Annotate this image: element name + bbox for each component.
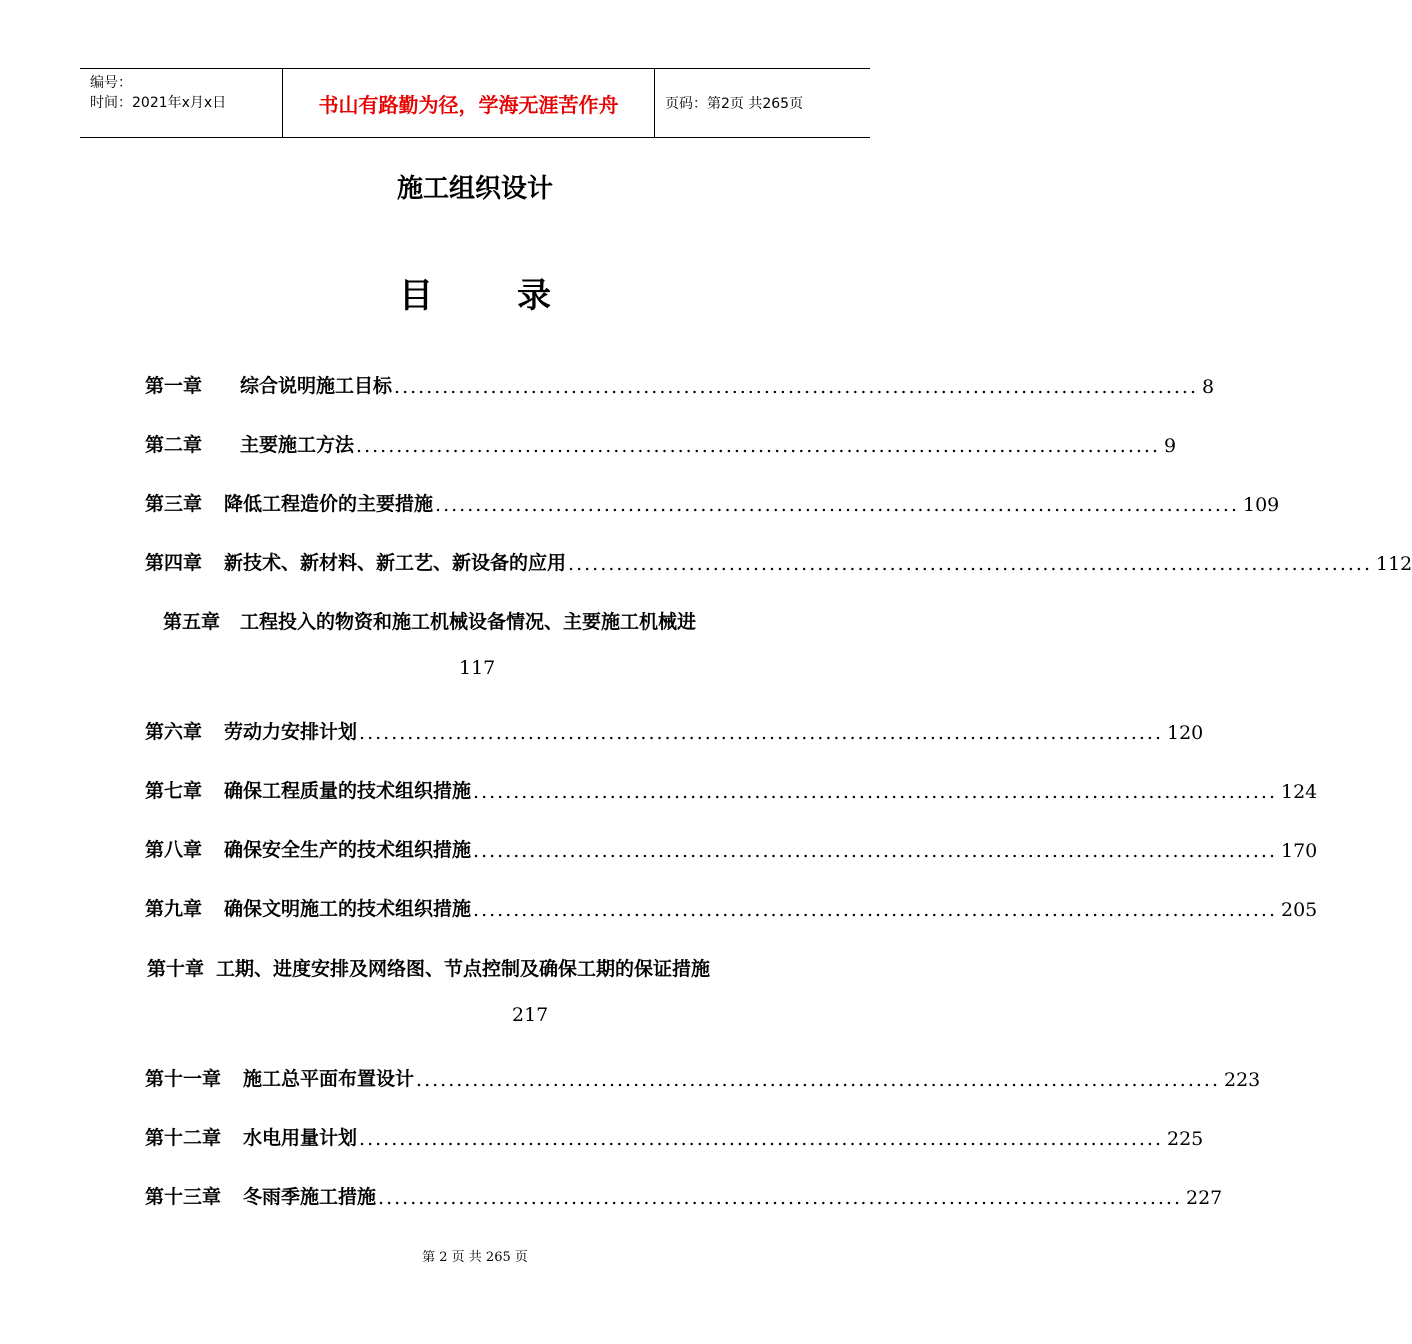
header-motto-cell — [282, 69, 655, 137]
toc-page: 9 — [1164, 435, 1177, 457]
header-page-label: 页码：第2页 共265页 — [665, 96, 804, 112]
toc-page: 8 — [1202, 376, 1215, 398]
toc-page: 225 — [1167, 1128, 1204, 1150]
toc-chapter: 第二章 — [145, 434, 203, 456]
toc-title: 主要施工方法 — [240, 434, 355, 456]
toc-title: 施工总平面布置设计 — [243, 1068, 415, 1090]
toc-leader: .................................................................................................... — [416, 1069, 1220, 1091]
toc-title: 工期、进度安排及网络图、节点控制及确保工期的保证措施 — [216, 958, 711, 980]
toc-chapter: 第十章 — [147, 958, 205, 980]
toc-entry[interactable] — [145, 541, 1412, 575]
toc-title: 确保文明施工的技术组织措施 — [224, 898, 472, 920]
toc-title: 确保安全生产的技术组织措施 — [224, 839, 472, 861]
toc-title: 冬雨季施工措施 — [243, 1186, 377, 1208]
toc-chapter: 第一章 — [145, 375, 203, 397]
toc-page: 109 — [1243, 494, 1280, 516]
toc-leader: .................................................................................................... — [473, 899, 1277, 921]
toc-chapter: 第五章 — [163, 611, 221, 633]
toc-page: 112 — [1376, 553, 1412, 575]
toc-title: 新技术、新材料、新工艺、新设备的应用 — [224, 552, 567, 574]
toc-entry-wrapped[interactable] — [163, 607, 696, 634]
toc-leader: .................................................................................................... — [473, 781, 1277, 803]
toc-leader: .................................................................................................... — [435, 494, 1239, 516]
header-motto: 书山有路勤为径，学海无涯苦作舟 — [318, 92, 619, 117]
header-number-label: 编号： — [90, 75, 132, 91]
toc-leader: .................................................................................................... — [356, 435, 1160, 457]
toc-title: 工程投入的物资和施工机械设备情况、主要施工机械进 — [240, 611, 697, 633]
toc-page: 227 — [1186, 1187, 1223, 1209]
header-time-label: 时间：2021年x月x日 — [90, 95, 227, 111]
toc-leader: .................................................................................................... — [359, 722, 1163, 744]
toc-leader: .................................................................................................... — [473, 840, 1277, 862]
toc-entry[interactable] — [145, 828, 1318, 862]
toc-chapter: 第九章 — [145, 898, 203, 920]
toc-chapter: 第七章 — [145, 780, 203, 802]
toc-entry[interactable] — [145, 1175, 1223, 1209]
toc-chapter: 第三章 — [145, 493, 203, 515]
toc-page: 124 — [1281, 781, 1318, 803]
toc-chapter: 第八章 — [145, 839, 203, 861]
toc-title: 劳动力安排计划 — [224, 721, 358, 743]
toc-heading — [0, 268, 950, 317]
toc-entry[interactable] — [145, 710, 1204, 744]
toc-entry[interactable] — [145, 1116, 1204, 1150]
toc-leader: .................................................................................................... — [359, 1128, 1163, 1150]
toc-page: 223 — [1224, 1069, 1261, 1091]
toc-leader: .................................................................................................... — [568, 553, 1372, 575]
toc-page: 170 — [1281, 840, 1318, 862]
toc-title: 确保工程质量的技术组织措施 — [224, 780, 472, 802]
toc-entry[interactable] — [145, 364, 1215, 398]
header-page-cell — [655, 69, 870, 137]
toc-chapter: 第六章 — [145, 721, 203, 743]
toc-chapter: 第十三章 — [145, 1186, 222, 1208]
toc-entry[interactable] — [145, 482, 1280, 516]
toc-entry[interactable] — [145, 769, 1318, 803]
header-meta — [80, 69, 282, 137]
toc-heading-char-2: 录 — [517, 276, 551, 316]
toc-chapter: 第十一章 — [145, 1068, 222, 1090]
toc-title: 综合说明施工目标 — [240, 375, 393, 397]
toc-leader: .................................................................................................... — [378, 1187, 1182, 1209]
toc-chapter: 第十二章 — [145, 1127, 222, 1149]
toc-heading-char-1: 目 — [399, 276, 433, 316]
toc-entry[interactable] — [145, 423, 1177, 457]
toc-leader: .................................................................................................... — [394, 376, 1198, 398]
toc-title: 降低工程造价的主要措施 — [224, 493, 434, 515]
toc-page: 117 — [459, 657, 496, 679]
toc-title: 水电用量计划 — [243, 1127, 358, 1149]
toc-page: 217 — [512, 1004, 549, 1026]
page-footer: 第 2 页 共 265 页 — [422, 1250, 528, 1265]
toc-entry[interactable] — [145, 1057, 1261, 1091]
toc-chapter: 第四章 — [145, 552, 203, 574]
page-header — [80, 68, 870, 138]
document-title: 施工组织设计 — [396, 174, 553, 204]
toc-page: 205 — [1281, 899, 1318, 921]
toc-entry-wrapped[interactable] — [147, 954, 710, 981]
toc-entry[interactable] — [145, 887, 1318, 921]
toc-page: 120 — [1167, 722, 1204, 744]
